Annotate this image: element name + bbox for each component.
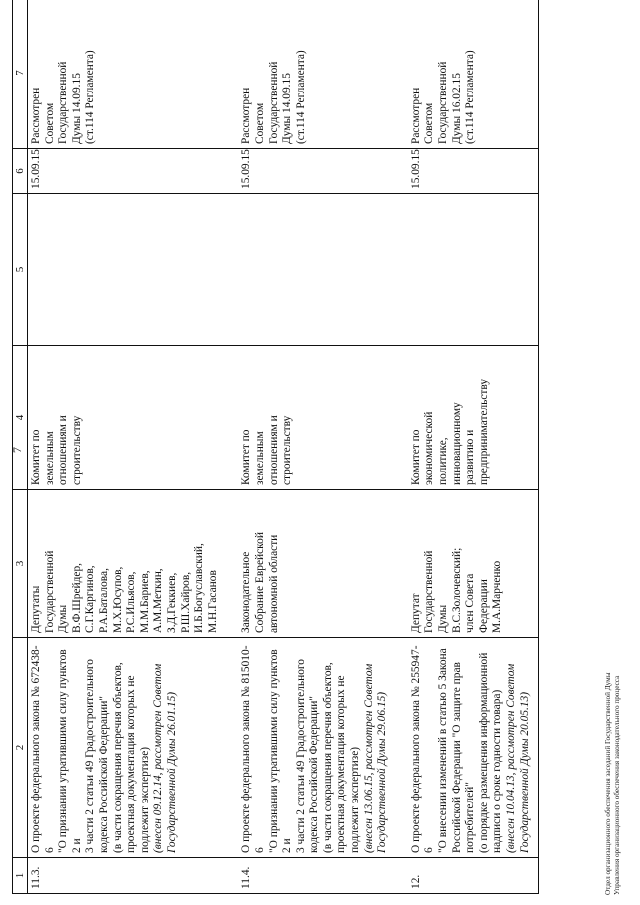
column-number: 3 — [13, 490, 28, 638]
initiator-line: М.Н.Гасанов — [206, 570, 219, 633]
status-line: Государственной — [57, 61, 70, 144]
item-number-text: 11.3. — [30, 866, 42, 889]
status-line: Рассмотрен — [30, 87, 42, 144]
review-date-text: 15.09.15 — [30, 149, 42, 189]
column-number: 4 — [13, 346, 28, 490]
committee-line: строительству — [281, 415, 294, 485]
item-number-text: 12. — [409, 874, 422, 889]
bill-initiators — [408, 490, 539, 638]
review-status — [408, 0, 539, 149]
footer-line: Отдел организационного обеспечения заседаний Государственной Думы — [604, 672, 612, 895]
bill-title-line: кодекса Российской Федерации" — [97, 696, 110, 853]
bill-initiators — [238, 490, 408, 638]
bill-title-line: (о порядке размещения информационной — [477, 652, 490, 853]
bill-title-line: О проекте федерального закона № 255947-6 — [409, 645, 436, 853]
initiator-line: Депутаты — [30, 585, 42, 633]
bill-title — [238, 638, 408, 858]
status-line: Думы 16.02.15 — [450, 73, 463, 144]
bill-title — [28, 638, 239, 858]
initiator-line: Государственной — [43, 550, 56, 633]
status-line: Государственной — [267, 61, 280, 144]
committee-line: политике, — [437, 437, 450, 485]
bill-title — [408, 638, 539, 858]
committee-line: отношениям и — [267, 415, 280, 485]
review-status — [238, 0, 408, 149]
responsible-committee — [28, 346, 239, 490]
initiator-line: В.С.Золочевский; — [450, 547, 463, 633]
column-5-cell — [28, 194, 239, 346]
agenda-table — [12, 0, 539, 894]
initiator-line: Федерации — [477, 579, 490, 633]
review-date-text: 15.09.15 — [240, 149, 253, 189]
bill-title-line: "О признании утратившими силу пунктов 2 и — [57, 649, 83, 853]
column-5-cell — [238, 194, 408, 346]
footer-line: Управления организационного обеспечения законодательного процесса — [613, 675, 621, 895]
bill-title-line: 3 части 2 статьи 49 Градостроительного — [294, 659, 307, 853]
table-row — [238, 0, 408, 894]
bill-title-line: 3 части 2 статьи 49 Градостроительного — [84, 659, 97, 853]
status-line: (ст.114 Регламента) — [294, 50, 307, 144]
initiator-line: Законодательное — [240, 551, 253, 633]
status-line: (ст.114 Регламента) — [464, 50, 477, 144]
committee-line: Комитет по — [409, 429, 422, 485]
status-line: Рассмотрен — [409, 87, 422, 144]
column-number: 7 — [13, 0, 28, 149]
bill-title-line: О проекте федерального закона № 672438-6 — [30, 645, 56, 853]
initiator-line: З.Д.Геккиев, — [165, 572, 178, 633]
item-number — [28, 858, 239, 894]
column-number: 1 — [13, 858, 28, 894]
bill-title-line: надписи о сроке годности товара) — [491, 689, 504, 853]
committee-line: развитию и — [464, 429, 477, 485]
footer — [604, 672, 622, 895]
status-line: (ст.114 Регламента) — [84, 50, 97, 144]
initiator-line: Р.Ш.Хайров, — [179, 571, 192, 633]
review-date-text: 15.09.15 — [409, 149, 422, 189]
bill-title-line: потребителей" — [464, 782, 477, 853]
review-date — [408, 149, 539, 194]
initiator-line: Думы — [437, 604, 450, 633]
committee-line: экономической — [423, 411, 436, 485]
review-status — [28, 0, 239, 149]
status-line: Рассмотрен — [240, 87, 253, 144]
initiator-line: Думы — [57, 604, 70, 633]
initiator-line: член Совета — [464, 573, 477, 633]
committee-line: земельным — [43, 431, 56, 485]
column-number-row — [13, 0, 28, 894]
bill-title-line: "О внесении изменений в статью 5 Закона — [437, 648, 450, 853]
committee-line: Комитет по — [240, 429, 253, 485]
bill-title-line: Российской Федерации "О защите прав — [450, 662, 463, 853]
table-row — [408, 0, 539, 894]
status-line: Думы 14.09.15 — [70, 73, 83, 144]
bill-title-line: проектная документация которых не — [125, 675, 138, 853]
committee-line: Комитет по — [30, 429, 42, 485]
bill-title-line: кодекса Российской Федерации" — [308, 696, 321, 853]
initiator-line: Р.С.Ильясов, — [125, 571, 138, 633]
committee-line: строительству — [70, 415, 83, 485]
responsible-committee — [408, 346, 539, 490]
initiator-line: А.М.Меткин, — [152, 568, 165, 633]
review-date — [238, 149, 408, 194]
bill-initiators — [28, 490, 239, 638]
page-number: 7 — [10, 447, 24, 453]
initiator-line: Р.А.Баталова, — [97, 568, 110, 633]
item-number — [238, 858, 408, 894]
table-row — [28, 0, 239, 894]
initiator-line: Государственной — [423, 550, 436, 633]
bill-note-line: (внесен 09.12.14, рассмотрен Советом — [152, 663, 165, 853]
status-line: Советом — [423, 102, 436, 144]
initiator-line: Депутат — [409, 593, 422, 633]
initiator-line: Собрание Еврейской — [253, 532, 266, 633]
column-number: 5 — [13, 194, 28, 346]
column-5-cell — [408, 194, 539, 346]
committee-line: земельным — [253, 431, 266, 485]
status-line: Думы 14.09.15 — [281, 73, 294, 144]
status-line: Советом — [43, 102, 56, 144]
bill-title-line: (в части сокращения перечня объектов, — [111, 662, 124, 853]
bill-title-line: "О признании утратившими силу пунктов 2 и — [267, 649, 294, 853]
initiator-line: И.Б.Богуславский, — [193, 543, 206, 633]
bill-note-line: Государственной Думы 26.01.15) — [165, 691, 178, 853]
column-number: 2 — [13, 638, 28, 858]
column-number: 6 — [13, 149, 28, 194]
item-number-text: 11.4. — [240, 866, 253, 889]
bill-note-line: Государственной Думы 29.06.15) — [376, 691, 389, 853]
bill-note-line: (внесен 10.04.13, рассмотрен Советом — [505, 663, 517, 853]
responsible-committee — [238, 346, 408, 490]
bill-note-line: (внесен 13.06.15, рассмотрен Советом — [362, 663, 375, 853]
initiator-line: С.Г.Каргинов, — [84, 565, 97, 633]
review-date — [28, 149, 239, 194]
committee-line: отношениям и — [57, 415, 70, 485]
initiator-line: В.Ф.Шрейдер, — [70, 562, 83, 633]
committee-line: предпринимательству — [477, 378, 490, 485]
bill-title-line: О проекте федерального закона № 815010-6 — [240, 645, 266, 853]
committee-line: инновационному — [450, 402, 463, 485]
initiator-line: М.Х.Юсупов, — [111, 566, 124, 633]
item-number — [408, 858, 539, 894]
initiator-line: М.М.Бариев, — [138, 570, 151, 633]
bill-note-line: Государственной Думы 20.05.13) — [518, 691, 531, 853]
bill-title-line: подлежит экспертизе) — [138, 746, 151, 853]
status-line: Государственной — [437, 61, 450, 144]
initiator-line: М.А.Марченко — [491, 560, 504, 633]
initiator-line: автономной области — [267, 534, 280, 633]
bill-title-line: подлежит экспертизе) — [349, 746, 362, 853]
bill-title-line: проектная документация которых не — [335, 675, 348, 853]
bill-title-line: (в части сокращения перечня объектов, — [321, 662, 334, 853]
status-line: Советом — [253, 102, 266, 144]
